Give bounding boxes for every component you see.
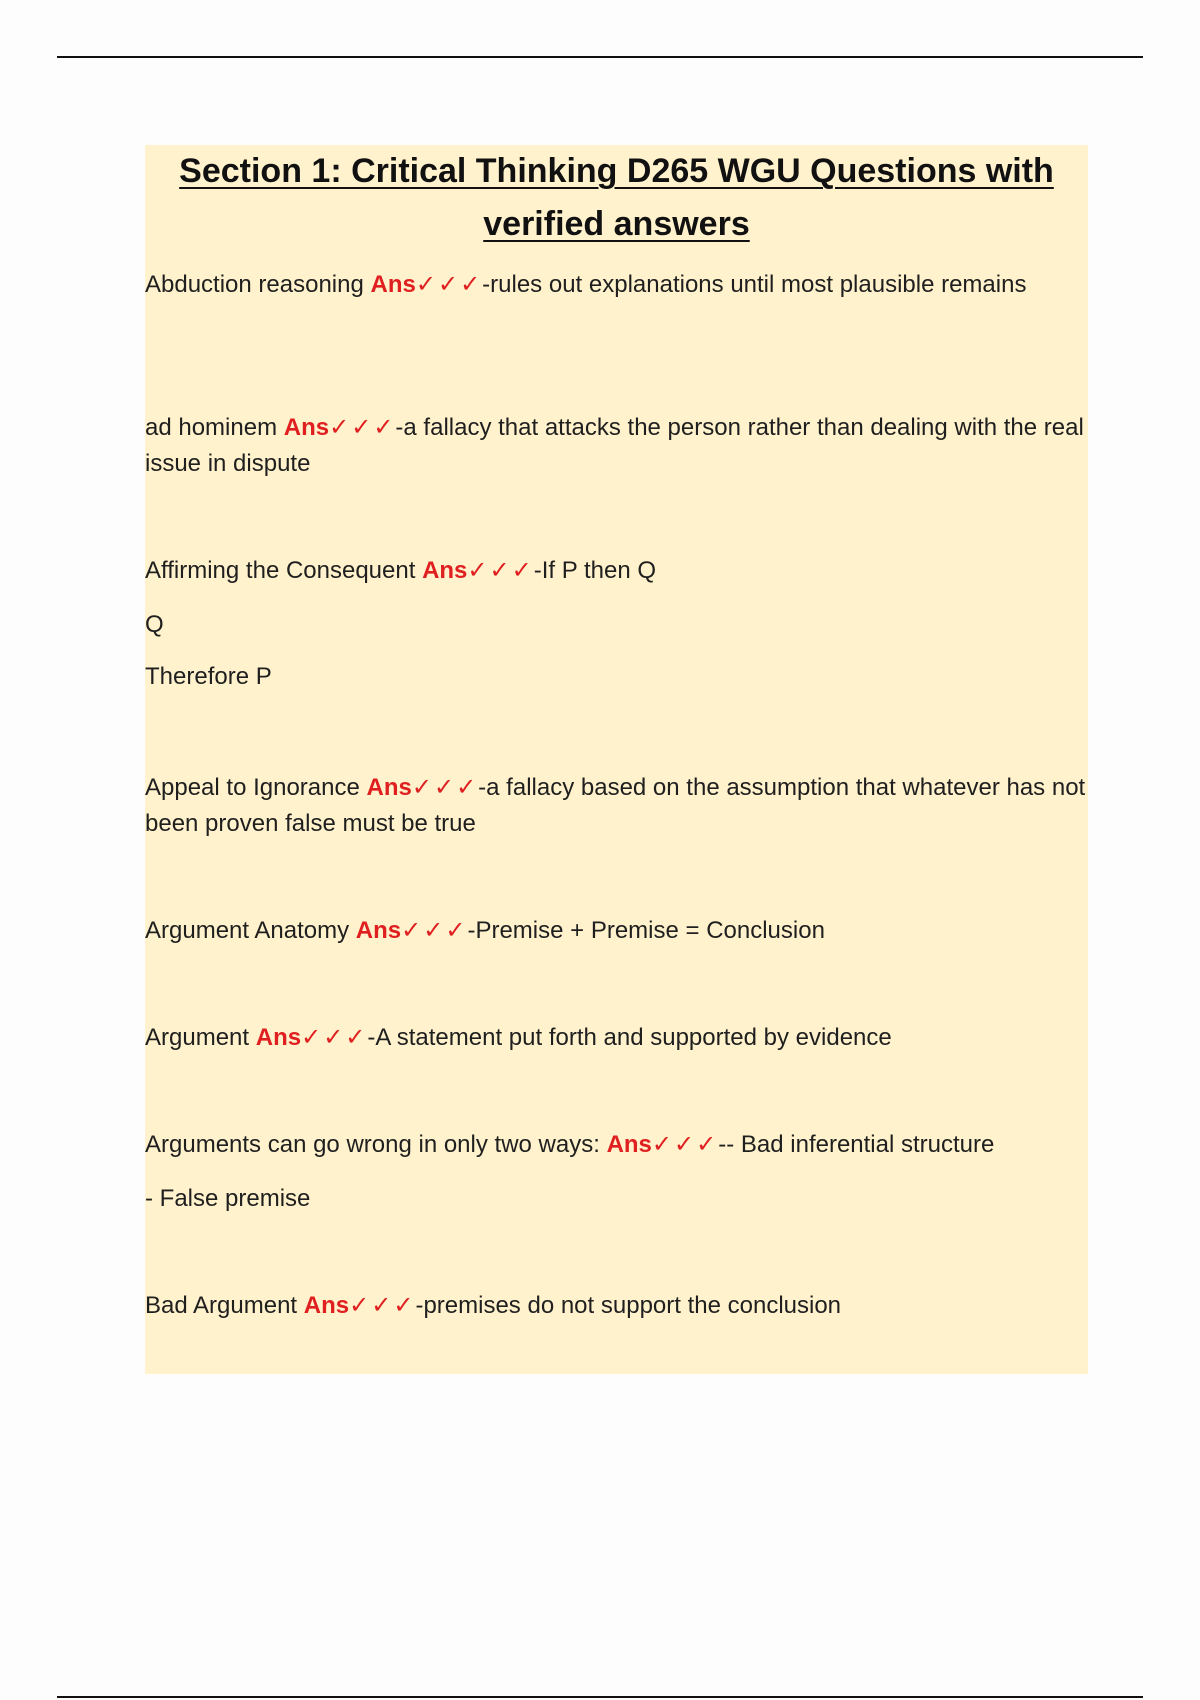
term: Bad Argument bbox=[145, 1292, 298, 1319]
qa-entry bbox=[145, 913, 1088, 949]
definition: -a fallacy based on the assumption that whatever has not been proven false must be true bbox=[145, 774, 1086, 837]
answer-label: Ans bbox=[355, 917, 402, 944]
answer-label: Ans bbox=[283, 414, 330, 441]
term: Argument bbox=[145, 1024, 250, 1051]
answer-label: Ans bbox=[303, 1292, 350, 1319]
checkmarks-icon: ✓✓✓ bbox=[401, 917, 468, 944]
qa-line bbox=[145, 1288, 1088, 1324]
qa-entry bbox=[145, 1288, 1088, 1324]
definition: -Premise + Premise = Conclusion bbox=[467, 917, 825, 944]
checkmarks-icon: ✓✓✓ bbox=[411, 774, 479, 801]
checkmarks-icon: ✓✓✓ bbox=[349, 1292, 416, 1319]
definition: -If P then Q bbox=[533, 557, 657, 584]
answer-label: Ans bbox=[255, 1024, 302, 1051]
checkmarks-icon: ✓✓✓ bbox=[329, 414, 396, 441]
term: Abduction reasoning bbox=[145, 271, 364, 298]
answer-label: Ans bbox=[366, 774, 412, 801]
qa-line bbox=[145, 770, 1088, 842]
qa-entry bbox=[145, 553, 1088, 695]
checkmarks-icon: ✓✓✓ bbox=[467, 557, 534, 584]
qa-line bbox=[145, 1127, 1088, 1163]
extra-line: Q bbox=[145, 611, 164, 638]
qa-line bbox=[145, 913, 1088, 949]
definition: -A statement put forth and supported by evidence bbox=[367, 1024, 892, 1051]
term: Appeal to Ignorance bbox=[145, 774, 360, 801]
qa-entry bbox=[145, 410, 1088, 482]
footer-rule bbox=[57, 1696, 1143, 1698]
definition: -rules out explanations until most plausible remains bbox=[482, 271, 1027, 298]
qa-entry bbox=[145, 267, 1088, 303]
header-rule bbox=[57, 56, 1143, 58]
answer-label: Ans bbox=[606, 1131, 652, 1158]
term: Affirming the Consequent bbox=[145, 557, 416, 584]
definition: -- Bad inferential structure bbox=[718, 1131, 995, 1158]
checkmarks-icon: ✓✓✓ bbox=[415, 271, 483, 298]
term: Arguments can go wrong in only two ways: bbox=[145, 1131, 600, 1158]
qa-line bbox=[145, 1020, 1088, 1056]
extra-line: Therefore P bbox=[145, 663, 272, 690]
answer-label: Ans bbox=[370, 271, 416, 298]
qa-entry bbox=[145, 1127, 1088, 1217]
term: Argument Anatomy bbox=[145, 917, 350, 944]
answer-label: Ans bbox=[422, 557, 468, 584]
qa-line bbox=[145, 410, 1088, 482]
definition: -a fallacy that attacks the person rather than dealing with the real issue in dispute bbox=[145, 414, 1084, 477]
checkmarks-icon: ✓✓✓ bbox=[651, 1131, 719, 1158]
qa-entry bbox=[145, 770, 1088, 842]
qa-entry bbox=[145, 1020, 1088, 1056]
qa-line bbox=[145, 267, 1088, 303]
study-content bbox=[145, 145, 1088, 1374]
term: ad hominem bbox=[145, 414, 278, 441]
qa-line bbox=[145, 553, 1088, 589]
definition: -premises do not support the conclusion bbox=[415, 1292, 842, 1319]
document-title: Section 1: Critical Thinking D265 WGU Questions with verified answers bbox=[179, 152, 1054, 243]
checkmarks-icon: ✓✓✓ bbox=[301, 1024, 368, 1051]
extra-line: - False premise bbox=[145, 1185, 311, 1212]
